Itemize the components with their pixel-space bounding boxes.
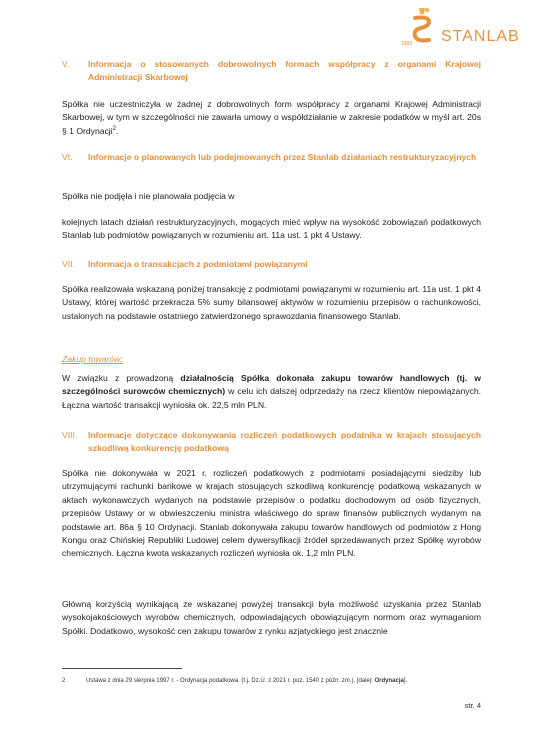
- section-viii-body-1: [62, 467, 481, 561]
- section-vii-body-2: [62, 372, 481, 412]
- para-text-end: .: [115, 125, 119, 136]
- para-bold: działalnością Spółka dokonała zakupu towarów handlowych (tj. w szczególności surowców chemicznych): [62, 373, 481, 397]
- section-vii-paragraph-1: Spółka realizowała wskazaną poniżej transakcję z podmiotami powiązanymi w rozumieniu art. 11a ust. 1 pkt 4 Ustawy, której wartość przekracza 5% sumy bilansowej aktywów w rozumieniu przepisów o rachunkowości, ustalonych na podstawie ostatniego zatwierdzonego sprawozdania finansowego Stanlab.: [62, 284, 481, 321]
- footnote-divider: [62, 668, 182, 669]
- section-vii-body: [62, 283, 481, 323]
- section-v-heading: [62, 58, 481, 84]
- section-vi-body-2: [62, 216, 481, 243]
- section-vi: [62, 151, 481, 164]
- section-v-body: [62, 98, 481, 138]
- footnote-bold: Ordynacja: [374, 678, 404, 684]
- section-vi-paragraph-1: Spółka nie podjęła i nie planowała podjęcia w: [62, 191, 235, 201]
- section-viii-paragraph-2: Główną korzyścią wynikającą ze wskazanej powyżej transakcji była możliwość uzyskania przez Stanlab wysokojakościowych wyrobów chemicznych, odpowiadających obowiązującym normom oraz wymaganiom Spółki. Dodatkowo, wysokość cen zakupu towarów z rynku azjatyckiego jest znacznie: [62, 599, 481, 636]
- section-vi-body-1: [62, 190, 481, 203]
- page-number: str. 4: [464, 701, 481, 710]
- section-vi-heading: [62, 151, 481, 164]
- para-text: Spółka nie uczestniczyła w żadnej z dobrowolnych form współpracy z organami Krajowej Administracji Skarbowej, w tym w szczególności nie zawarła umowy o współdziałanie w zakresie podatków w myśl art. 20s § 1 Ordynacji: [62, 99, 481, 136]
- footnote-ref: 2: [112, 125, 116, 132]
- section-v-paragraph: [62, 98, 481, 138]
- section-viii-heading: [62, 429, 481, 455]
- section-vii: [62, 258, 481, 271]
- subheading: Zakup towarów:: [62, 354, 123, 364]
- section-title: Informacje o planowanych lub podejmowanych przez Stanlab działaniach restrukturyzacyjnych: [88, 152, 477, 162]
- footnote: [62, 678, 482, 684]
- section-number: VIII.: [62, 430, 78, 440]
- para-text-end: w celu ich dalszej odprzedaży na rzecz klientów niepowiązanych. Łączna wartość transakcji wyniosła ok. 22,5 mln PLN.: [62, 386, 481, 410]
- section-viii-body-2: [62, 598, 481, 638]
- para-text: W związku z prowadzoną: [62, 373, 181, 383]
- section-v: [62, 58, 481, 84]
- stanlab-logo: [401, 6, 520, 52]
- footnote-text: Ustawa z dnia 29 sierpnia 1997 r. - Ordynacja podatkowa. (t.j. Dz.U. z 2021 r. poz. 1540 z późn. zm.), [dalej:: [86, 678, 375, 684]
- section-vii-heading: [62, 258, 481, 271]
- section-title: Informacja o stosowanych dobrowolnych formach współpracy z organami Krajowej Administracji Skarbowej: [88, 59, 481, 82]
- logo-name: STANLAB: [441, 28, 520, 45]
- section-vii-paragraph-2: [62, 372, 481, 412]
- section-viii: [62, 429, 481, 455]
- logo-year: 1989: [401, 41, 413, 47]
- section-title: Informacja o transakcjach z podmiotami powiązanymi: [88, 259, 308, 269]
- section-number: VII.: [62, 259, 75, 269]
- footnote-end: ].: [403, 678, 408, 684]
- footnote-text-wrap: [86, 678, 407, 684]
- section-number: VI.: [62, 152, 73, 162]
- footnote-number: 2: [62, 678, 66, 684]
- section-vi-paragraph-2: kolejnych latach działań restrukturyzacyjnych, mogących mieć wpływ na wysokość zobowiązań podatkowych Stanlab lub podmiotów powiązanych w rozumieniu art. 11a ust. 1 pkt 4 Ustawy.: [62, 217, 481, 241]
- section-title: Informacje dotyczące dokonywania rozliczeń podatkowych podatnika w krajach stosujących szkodliwą konkurencję podatkową: [88, 430, 481, 453]
- section-viii-paragraph-1: Spółka nie dokonywała w 2021 r. rozliczeń podatkowych z podmiotami posiadającymi siedziby lub utrzymującymi rachunki bankowe w krajach stosujących szkodliwą konkurencję podatkową wskazanych w aktach wykonawczych wydanych na podstawie przepisów o podatku dochodowym od osób fizycznych, przepisów Ustawy or w obwieszczeniu ministra właściwego do spraw finansów publicznych wydanym na podstawie art. 86a § 10 Ordynacji. Stanlab dokonywała zakupu towarów handlowych od podmiotów z Hong Kongu oraz Chińskiej Republiki Ludowej celem dywersyfikacji źródeł sprzedawanych przez Spółkę wyrobów chemicznych. Łączna kwota wskazanych rozliczeń wyniosła ok. 1,2 mln PLN.: [62, 468, 481, 559]
- zakup-towarow: [62, 349, 481, 367]
- logo-flask-icon: [407, 6, 437, 46]
- section-number: V.: [62, 59, 70, 69]
